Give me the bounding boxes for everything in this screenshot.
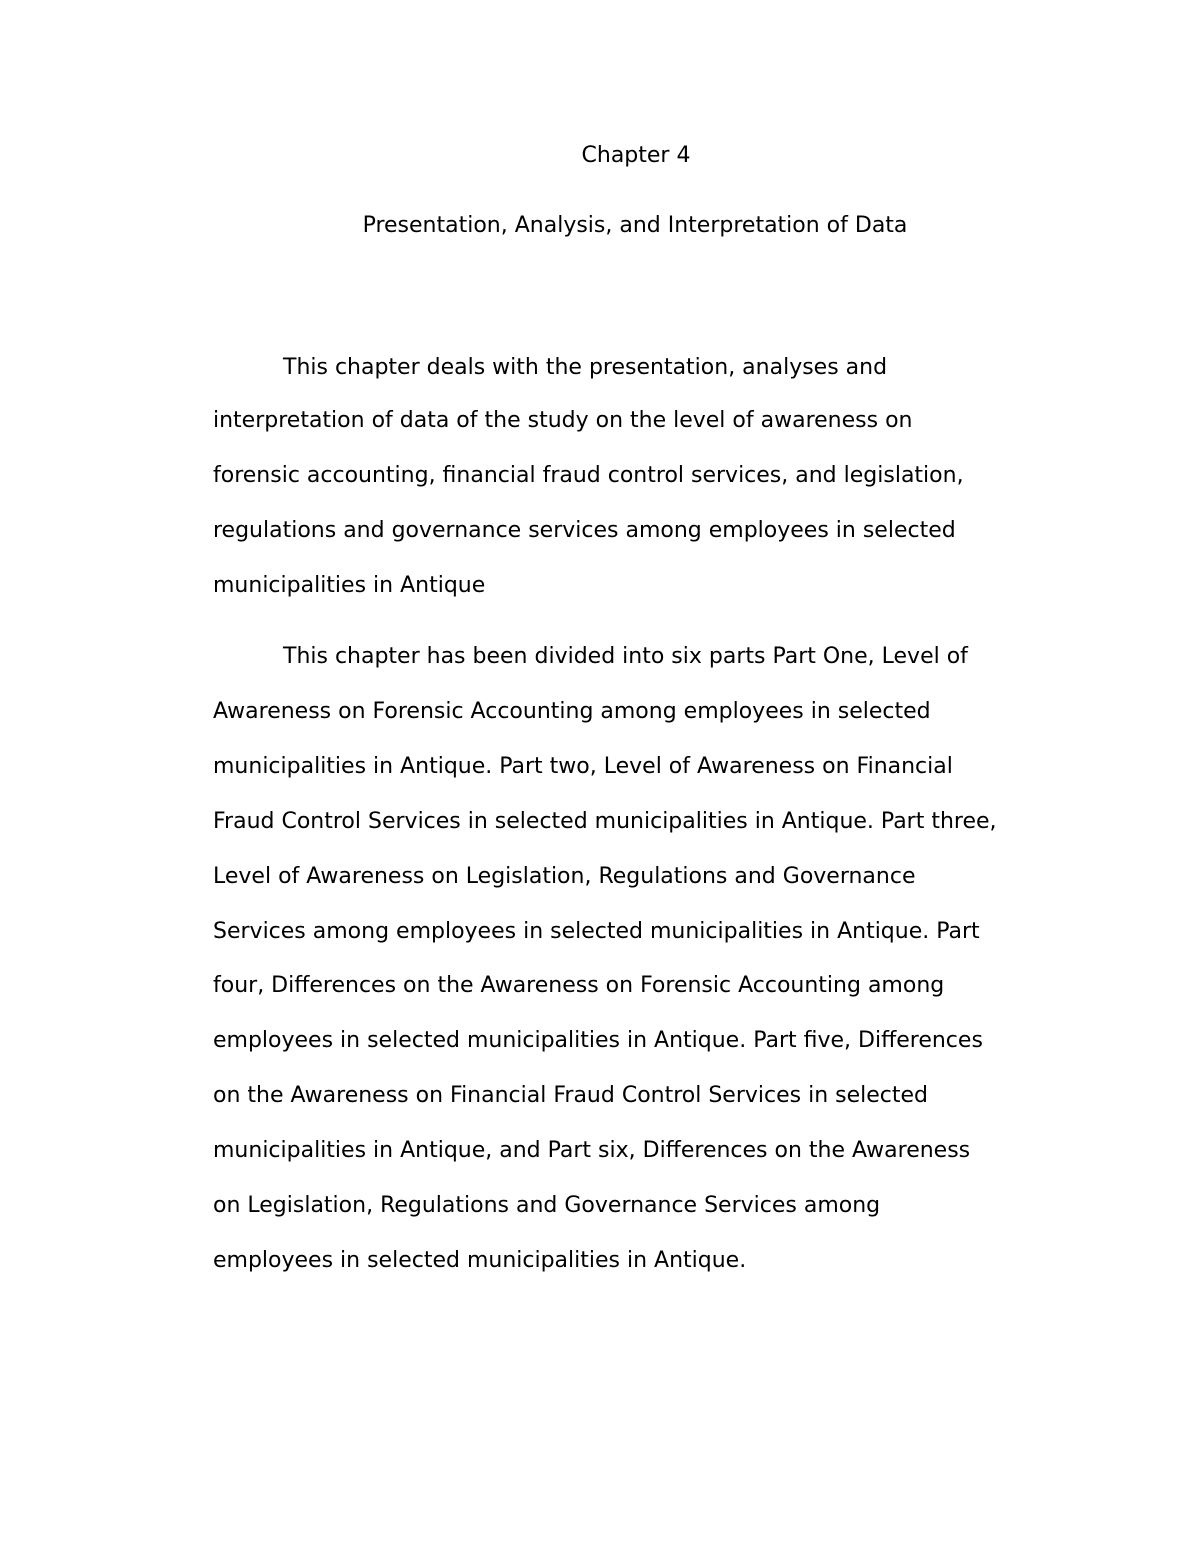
paragraph-line: Level of Awareness on Legislation, Regulations and Governance: [213, 864, 916, 889]
paragraph-line: municipalities in Antique, and Part six, Differences on the Awareness: [213, 1138, 971, 1163]
paragraph-line: Awareness on Forensic Accounting among employees in selected: [213, 699, 931, 724]
paragraph-line: municipalities in Antique. Part two, Level of Awareness on Financial: [213, 754, 953, 779]
paragraph-line: forensic accounting, financial fraud control services, and legislation,: [213, 463, 964, 488]
paragraph-line: on the Awareness on Financial Fraud Control Services in selected: [213, 1083, 929, 1108]
paragraph-line: interpretation of data of the study on the level of awareness on: [213, 408, 913, 433]
chapter-title: Presentation, Analysis, and Interpretation of Data: [362, 213, 908, 238]
paragraph-line: employees in selected municipalities in Antique. Part five, Differences: [213, 1028, 983, 1053]
paragraph-line: four, Differences on the Awareness on Forensic Accounting among: [213, 973, 945, 998]
paragraph-line: regulations and governance services among employees in selected: [213, 518, 956, 543]
paragraph-line: Fraud Control Services in selected municipalities in Antique. Part three,: [213, 809, 997, 834]
chapter-number: Chapter 4: [581, 143, 691, 168]
paragraph-line: This chapter has been divided into six parts Part One, Level of: [283, 644, 968, 669]
paragraph-line: Services among employees in selected municipalities in Antique. Part: [213, 919, 980, 944]
paragraph-line: municipalities in Antique: [213, 573, 486, 598]
paragraph-line: This chapter deals with the presentation, analyses and: [283, 355, 888, 380]
paragraph-line: employees in selected municipalities in Antique.: [213, 1248, 747, 1273]
paragraph-line: on Legislation, Regulations and Governance Services among: [213, 1193, 881, 1218]
